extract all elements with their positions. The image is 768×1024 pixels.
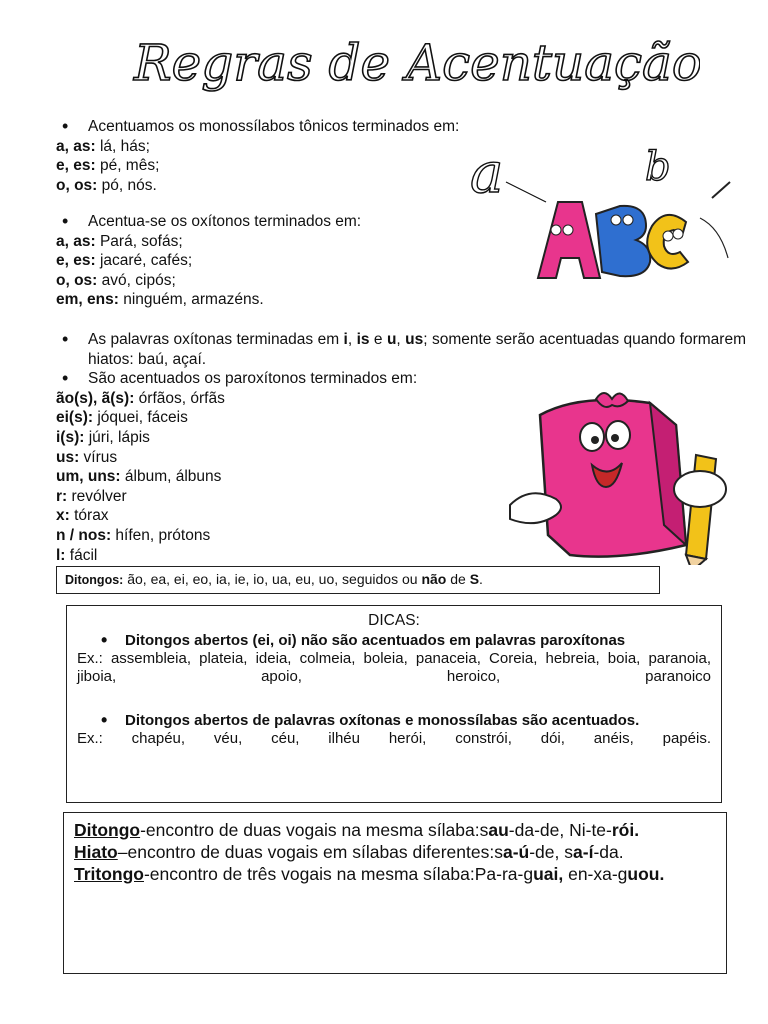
rule-value: pé, mês; bbox=[95, 157, 160, 175]
rule-value: avó, cipós; bbox=[97, 271, 176, 289]
rule-value: Pará, sofás; bbox=[95, 232, 183, 250]
rule-key: u bbox=[386, 331, 397, 348]
paroxytones-rule: • São acentuados os paroxítonos terminados em: bbox=[56, 369, 746, 389]
rule-value: hífen, prótons bbox=[111, 526, 211, 544]
letter-b-icon: b bbox=[645, 144, 671, 190]
note-label: Ditongos: bbox=[65, 573, 124, 587]
abc-drawing bbox=[460, 140, 750, 290]
ditongos-note bbox=[56, 566, 660, 594]
rule-key: o, os: bbox=[56, 176, 98, 194]
letter-a-block-icon bbox=[538, 202, 600, 278]
rule-value: álbum, álbuns bbox=[120, 468, 222, 486]
oxytones-section bbox=[56, 212, 361, 310]
rule-key: i(s): bbox=[56, 428, 85, 446]
definition-term: Hiato bbox=[74, 842, 118, 862]
definition-text: -da. bbox=[593, 842, 624, 862]
page-title bbox=[130, 34, 700, 98]
definition-emphasis: uai, bbox=[533, 864, 564, 884]
letter-b-block-icon bbox=[596, 206, 650, 276]
rule-key: us bbox=[405, 331, 424, 348]
rule-key: us: bbox=[56, 448, 80, 466]
rule-row bbox=[56, 156, 459, 176]
definition-term: Ditongo bbox=[74, 820, 141, 840]
rule-key: e, es: bbox=[56, 252, 96, 270]
rule-key: e, es: bbox=[56, 157, 96, 175]
tips-box bbox=[66, 605, 722, 803]
letter-a-icon: a bbox=[470, 141, 504, 206]
letter-c-block-icon bbox=[647, 215, 688, 269]
glove-right-icon bbox=[674, 471, 726, 507]
rule-text: e bbox=[369, 331, 387, 348]
rule-key: r: bbox=[56, 487, 68, 505]
rule-key: i bbox=[343, 331, 348, 348]
note-emphasis: S bbox=[469, 571, 480, 587]
book-drawing bbox=[500, 385, 740, 565]
rule-key: ei(s): bbox=[56, 409, 94, 427]
definition-term: Tritongo bbox=[74, 864, 144, 884]
rule-text: As palavras oxítonas terminadas em bbox=[88, 331, 344, 348]
rule-row bbox=[56, 232, 361, 252]
rule-value: jóquei, fáceis bbox=[93, 409, 188, 427]
hiato-definition bbox=[74, 841, 716, 863]
rule-row bbox=[56, 271, 361, 291]
rule-text: , bbox=[396, 331, 406, 348]
oxytones-rule: • Acentua-se os oxítonos terminados em: bbox=[56, 212, 361, 232]
title-svg bbox=[130, 34, 700, 98]
tip-example: Ex.: assembleia, plateia, ideia, colmeia, boleia, panaceia, Coreia, hebreia, boia, paranoia, jiboia, apoio, heroico, paranoico bbox=[77, 650, 711, 685]
tritongo-definition bbox=[74, 863, 716, 885]
monosyllables-section bbox=[56, 117, 459, 195]
rule-value: vírus bbox=[79, 448, 118, 466]
rule-value: revólver bbox=[67, 487, 127, 505]
rule-key: em, ens: bbox=[56, 291, 119, 309]
rule-key: o, os: bbox=[56, 271, 98, 289]
ditongo-definition bbox=[74, 819, 716, 841]
rule-key: a, as: bbox=[56, 232, 96, 250]
tip-item: • Ditongos abertos (ei, oi) não são acentuados em palavras paroxítonas bbox=[77, 632, 711, 650]
rule-text: ; somente serão acentuadas quando formarem hiatos: baú, açaí. bbox=[88, 331, 746, 368]
tip-item: • Ditongos abertos de palavras oxítonas e monossílabas são acentuados. bbox=[77, 712, 711, 730]
rule-key: l: bbox=[56, 546, 66, 564]
rule-key: x: bbox=[56, 507, 70, 525]
rule-text: , bbox=[347, 331, 357, 348]
abc-illustration bbox=[460, 140, 750, 290]
rule-key: um, uns: bbox=[56, 468, 121, 486]
definitions-box bbox=[63, 812, 727, 974]
hiatus-rule bbox=[56, 330, 746, 369]
rule-key: a, as: bbox=[56, 137, 96, 155]
definition-emphasis: rói. bbox=[611, 820, 640, 840]
rule-row bbox=[56, 290, 361, 310]
rule-row bbox=[56, 137, 459, 157]
rule-value: pó, nós. bbox=[97, 176, 157, 194]
definition-text: –encontro de duas vogais em sílabas diferentes:s bbox=[117, 842, 503, 862]
tip-example: Ex.: chapéu, véu, céu, ilhéu herói, constrói, dói, anéis, papéis. bbox=[77, 730, 711, 747]
note-text: de bbox=[446, 571, 470, 587]
bow-icon bbox=[596, 393, 628, 407]
rule-row bbox=[56, 176, 459, 196]
definition-emphasis: a-ú bbox=[502, 842, 530, 862]
note-text: . bbox=[479, 571, 483, 587]
book-character-illustration bbox=[500, 385, 740, 565]
definition-text: -de, s bbox=[529, 842, 574, 862]
definition-text: -encontro de três vogais na mesma sílaba:Pa-ra-g bbox=[143, 864, 534, 884]
definition-emphasis: a-í bbox=[573, 842, 594, 862]
rule-value: órfãos, órfãs bbox=[134, 389, 225, 407]
rule-value: fácil bbox=[65, 546, 98, 564]
definition-text: -encontro de duas vogais na mesma sílaba:s bbox=[140, 820, 489, 840]
rule-key: n / nos: bbox=[56, 526, 112, 544]
definition-emphasis: au bbox=[488, 820, 509, 840]
definition-emphasis: uou. bbox=[627, 864, 665, 884]
rule-value: lá, hás; bbox=[95, 137, 150, 155]
rule-key: ão(s), ã(s): bbox=[56, 389, 135, 407]
title-text: Regras de Acentuação bbox=[134, 34, 700, 92]
rule-row bbox=[56, 251, 361, 271]
note-emphasis: não bbox=[421, 571, 447, 587]
rule-key: is bbox=[356, 331, 370, 348]
note-text: ão, ea, ei, eo, ia, ie, io, ua, eu, uo, seguidos ou bbox=[123, 571, 422, 587]
rule-value: tórax bbox=[69, 507, 109, 525]
tips-title: DICAS: bbox=[368, 612, 420, 629]
definition-text: en-xa-g bbox=[563, 864, 628, 884]
rule-value: ninguém, armazéns. bbox=[118, 291, 264, 309]
rule-value: jacaré, cafés; bbox=[95, 252, 193, 270]
definition-text: -da-de, Ni-te- bbox=[508, 820, 612, 840]
rule-value: júri, lápis bbox=[84, 428, 150, 446]
monosyllables-rule: • Acentuamos os monossílabos tônicos terminados em: bbox=[56, 117, 459, 137]
